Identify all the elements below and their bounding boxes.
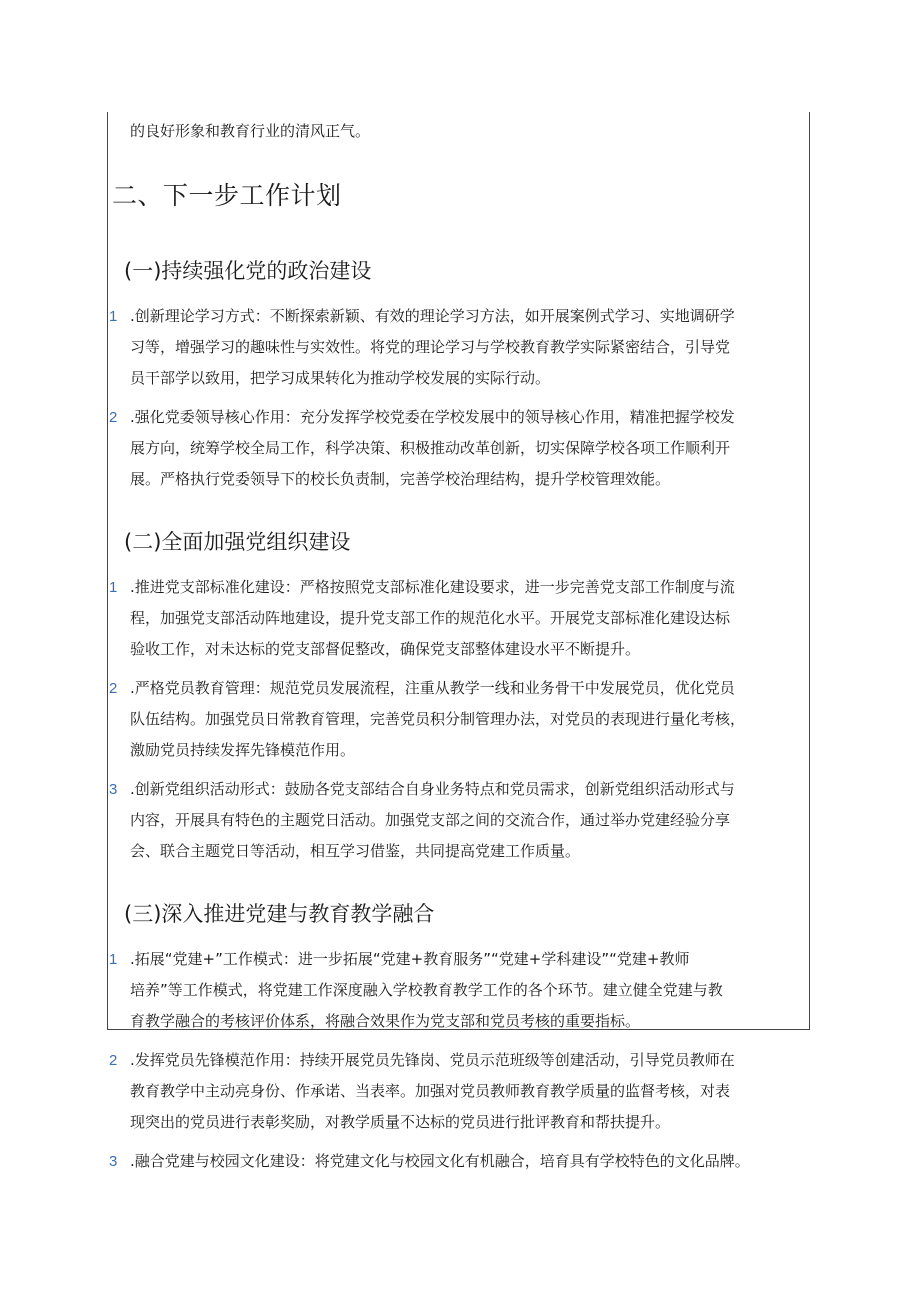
subsection-title-2: (二)全面加强党组织建设 — [124, 530, 351, 554]
item-number: 1 — [109, 951, 118, 968]
item-line: .拓展“党建+”工作模式：进一步拓展“党建+教育服务”“党建+学科建设”“党建+教师 — [130, 950, 690, 968]
item-number: 3 — [109, 1153, 118, 1170]
section-heading: 二、下一步工作计划 — [112, 181, 342, 210]
document-frame — [107, 112, 810, 1030]
item-line: .推进党支部标准化建设：严格按照党支部标准化建设要求，进一步完善党支部工作制度与流 — [130, 578, 735, 596]
continuation-text: 的良好形象和教育行业的清风正气。 — [130, 122, 371, 140]
item-line: 验收工作，对未达标的党支部督促整改，确保党支部整体建设水平不断提升。 — [130, 640, 641, 658]
item-text — [130, 402, 812, 495]
item-number: 3 — [109, 781, 118, 798]
item-line: .严格党员教育管理：规范党员发展流程，注重从教学一线和业务骨干中发展党员，优化党员 — [130, 679, 735, 697]
item-line: 培养”等工作模式，将党建工作深度融入学校教育教学工作的各个环节。建立健全党建与教 — [130, 981, 723, 999]
item-number: 1 — [109, 579, 118, 596]
item-text — [130, 944, 812, 1037]
item-number: 2 — [109, 1052, 118, 1069]
item-line: .融合党建与校园文化建设：将党建文化与校园文化有机融合，培育具有学校特色的文化品牌。 — [130, 1152, 750, 1170]
subsection-title-1: (一)持续强化党的政治建设 — [124, 259, 372, 283]
item-text — [130, 1146, 812, 1177]
item-line: 内容，开展具有特色的主题党日活动。加强党支部之间的交流合作，通过举办党建经验分享 — [130, 811, 731, 829]
item-number: 1 — [109, 308, 118, 325]
item-line: 队伍结构。加强党员日常教育管理，完善党员积分制管理办法，对党员的表现进行量化考核， — [130, 710, 746, 728]
item-line: 员干部学以致用，把学习成果转化为推动学校发展的实际行动。 — [130, 369, 551, 387]
item-line: 展方向，统筹学校全局工作，科学决策、积极推动改革创新，切实保障学校各项工作顺利开 — [130, 439, 731, 457]
subsection-title-3: (三)深入推进党建与教育教学融合 — [124, 902, 435, 926]
item-line: .发挥党员先锋模范作用：持续开展党员先锋岗、党员示范班级等创建活动，引导党员教师在 — [130, 1051, 735, 1069]
item-text — [130, 673, 812, 766]
item-line: 会、联合主题党日等活动，相互学习借鉴，共同提高党建工作质量。 — [130, 842, 581, 860]
item-line: 习等，增强学习的趣味性与实效性。将党的理论学习与学校教育教学实际紧密结合，引导党 — [130, 338, 731, 356]
item-text — [130, 301, 812, 394]
item-line: 展。严格执行党委领导下的校长负责制，完善学校治理结构，提升学校管理效能。 — [130, 470, 671, 488]
item-line: .强化党委领导核心作用：充分发挥学校党委在学校发展中的领导核心作用，精准把握学校发 — [130, 408, 735, 426]
item-line: 育教学融合的考核评价体系，将融合效果作为党支部和党员考核的重要指标。 — [130, 1012, 641, 1030]
item-line: 现突出的党员进行表彰奖励，对教学质量不达标的党员进行批评教育和帮扶提升。 — [130, 1113, 671, 1131]
item-line: 激励党员持续发挥先锋模范作用。 — [130, 741, 356, 759]
item-line: .创新理论学习方式：不断探索新颖、有效的理论学习方法，如开展案例式学习、实地调研学 — [130, 307, 735, 325]
item-text — [130, 572, 812, 665]
item-number: 2 — [109, 680, 118, 697]
item-line: 教育教学中主动亮身份、作承诺、当表率。加强对党员教师教育教学质量的监督考核，对表 — [130, 1082, 731, 1100]
item-line: 程，加强党支部活动阵地建设，提升党支部工作的规范化水平。开展党支部标准化建设达标 — [130, 609, 731, 627]
item-line: .创新党组织活动形式：鼓励各党支部结合自身业务特点和党员需求，创新党组织活动形式与 — [130, 780, 735, 798]
item-number: 2 — [109, 409, 118, 426]
item-text — [130, 1045, 812, 1138]
item-text — [130, 774, 812, 867]
